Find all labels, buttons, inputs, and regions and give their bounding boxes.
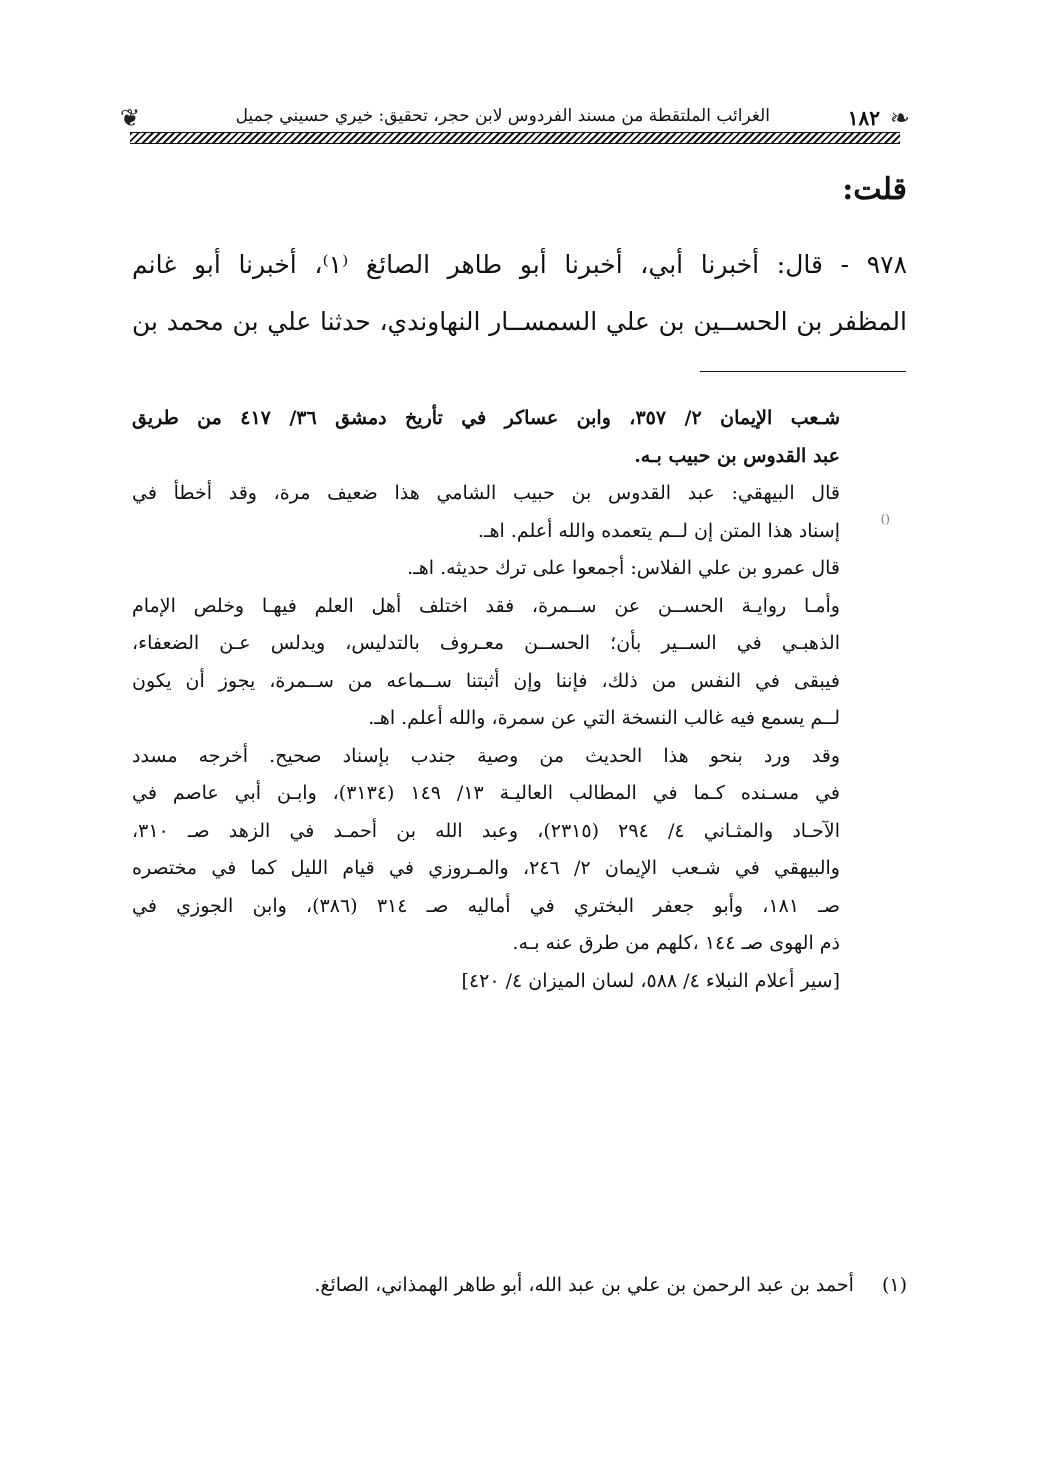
main-line: المظفر بن الحســين بن علي السمســار النهاوندي، حدثنا علي بن محمد بن xyxy=(132,307,907,336)
note-line: الآحـاد والمثـاني ٤/ ٢٩٤ (٢٣١٥)، وعبد الله بن أحمـد في الزهد صـ ٣١٠، xyxy=(132,819,841,842)
running-header xyxy=(120,102,910,152)
note-line: شـعب الإيمان ٢/ ٣٥٧، وابن عساكر في تأريخ دمشق ٣٦/ ٤١٧ من طريق xyxy=(132,407,841,429)
section-title: قلت: xyxy=(842,172,907,207)
note-line: الذهبـي في الســير بأن؛ الحســن معـروف بالتدليس، ويدلس عـن الضعفاء، xyxy=(132,632,840,654)
note-line: ذم الهوى صـ ١٤٤ ،كلهم من طرق عنه بـه. xyxy=(512,932,840,954)
footnote-text: أحمد بن عبد الرحمن بن علي بن عبد الله، أبو طاهر الهمذاني، الصائغ. xyxy=(314,1274,854,1296)
header-title: الغرائب الملتقطة من مسند الفردوس لابن حجر، تحقيق: خيري حسيني جميل xyxy=(235,106,770,126)
page-number: ١٨٢ xyxy=(847,106,880,130)
main-text xyxy=(132,236,907,350)
note-line: فيبقى في النفس من ذلك، فإننا وإن أثبتنا ســماعه من ســمرة، يجوز أن يكون xyxy=(132,669,840,692)
note-line: عبد القدوس بن حبيب بـه. xyxy=(634,444,840,467)
note-line: لــم يسمع فيه غالب النسخة التي عن سمرة، والله أعلم. اهـ. xyxy=(368,707,840,729)
note-line: وقد ورد بنحو هذا الحديث من وصية جندب بإسناد صحيح. أخرجه مسدد xyxy=(132,744,840,767)
note-line: في مسـنده كـما في المطالب العاليـة ١٣/ ١٤٩ (٣١٣٤)، وابـن أبي عاصم في xyxy=(132,782,841,804)
note-line: قال البيهقي: عبد القدوس بن حبيب الشامي هذا ضعيف مرة، وقد أخطأ في xyxy=(132,482,840,504)
footnote-separator xyxy=(700,371,906,372)
ornament-right-icon: ❧ xyxy=(889,104,910,132)
footnote xyxy=(314,1268,907,1302)
header-divider xyxy=(130,132,900,144)
note-line: وأمـا روايـة الحســن عن ســمرة، فقد اختلف أهل العلم فيهـا وخلص الإمام xyxy=(132,594,840,617)
note-line: والبيهقي في شـعب الإيمان ٢/ ٢٤٦، والمـروزي في قيام الليل كما في مختصره xyxy=(132,857,840,879)
note-line: صـ ١٨١، وأبو جعفر البختري في أماليه صـ ٣١٤ (٣٨٦)، وابن الجوزي في xyxy=(132,894,841,917)
main-line: ٩٧٨ - قال: أخبرنا أبي، أخبرنا أبو طاهر الصائغ ⁽١⁾، أخبرنا أبو غانم xyxy=(132,250,908,279)
side-marker: () xyxy=(880,512,890,526)
ornament-left-icon: ❦ xyxy=(120,104,141,132)
notes-block xyxy=(132,400,840,1000)
note-line: [سير أعلام النبلاء ٤/ ٥٨٨، لسان الميزان ٤/ ٤٢٠] xyxy=(461,969,840,992)
note-line: إسناد هذا المتن إن لــم يتعمده والله أعلم. اهـ. xyxy=(477,519,840,542)
footnote-number: (١) xyxy=(881,1274,907,1296)
note-line: قال عمرو بن علي الفلاس: أجمعوا على ترك حديثه. اهـ. xyxy=(407,557,840,579)
